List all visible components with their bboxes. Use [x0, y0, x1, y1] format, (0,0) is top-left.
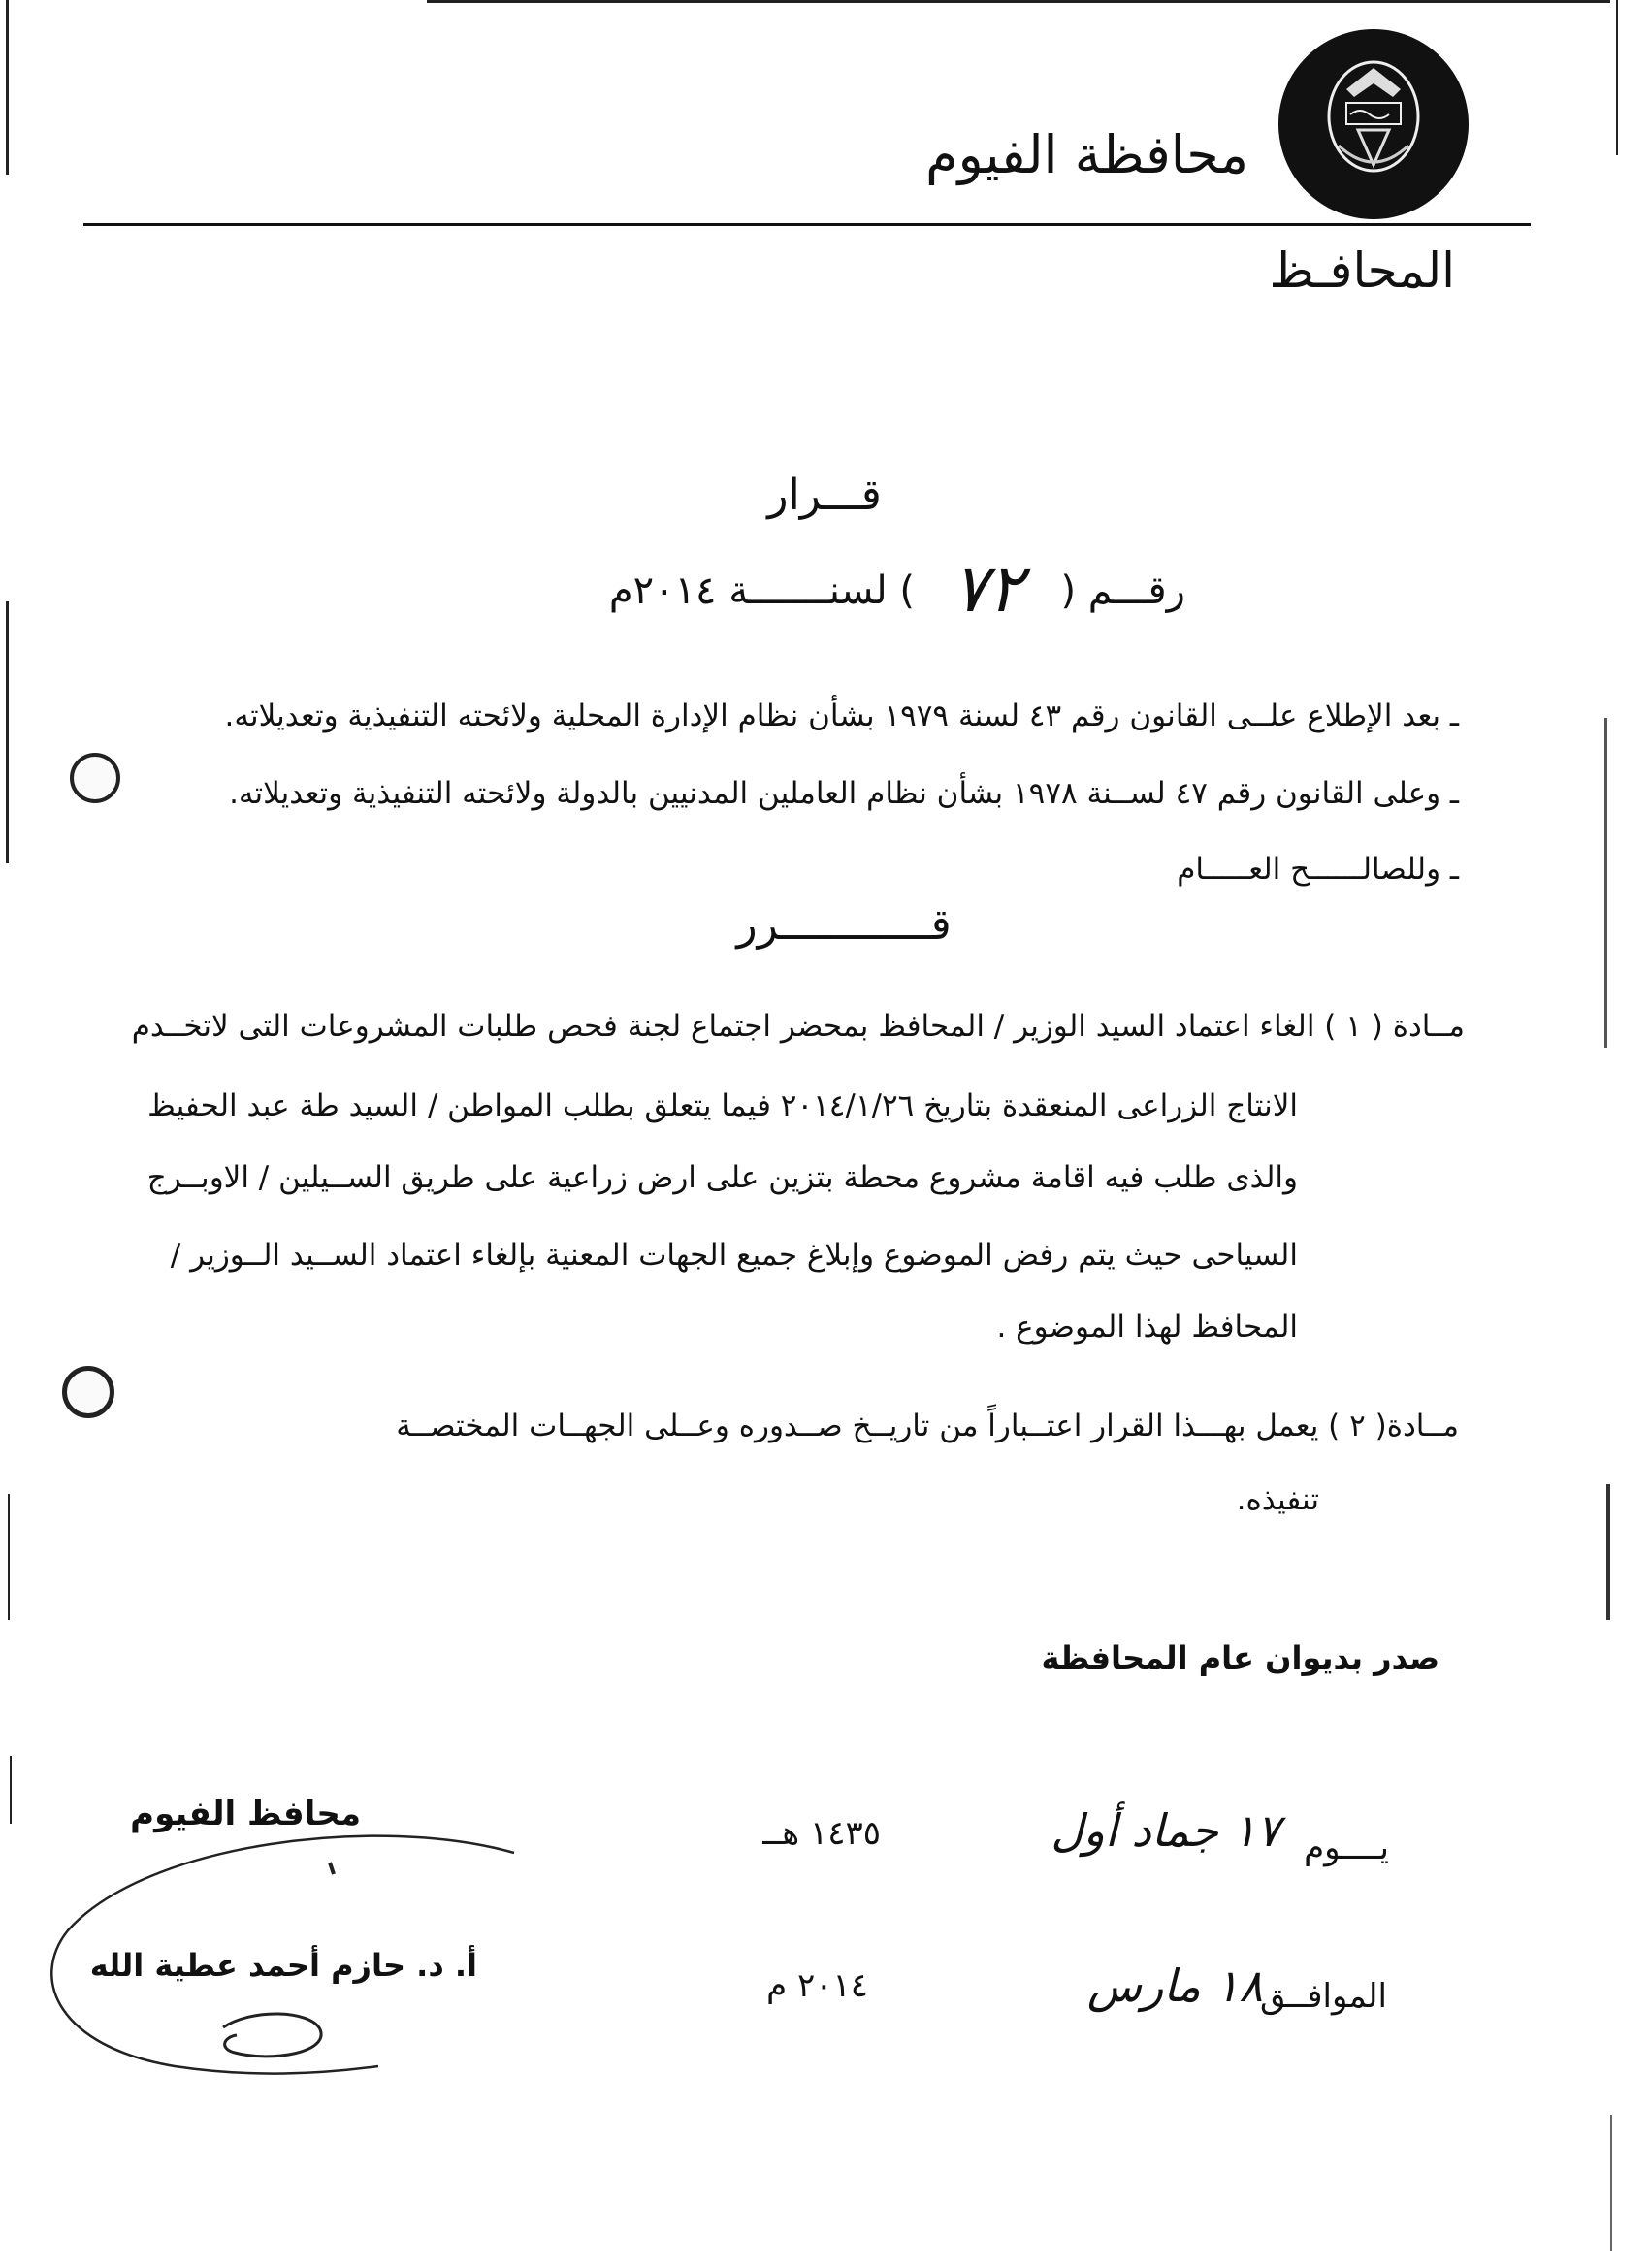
gregorian-date-handwritten: ١٨ مارس: [1086, 1960, 1263, 2012]
header-divider: [83, 223, 1531, 226]
article2-line: مــادة( ٢ ) يعمل بهـــذا القرار اعتــباراً من تاريــخ صــدوره وعــلى الجهــات المختصــة: [396, 1409, 1459, 1443]
article2-line: تنفيذه.: [1236, 1482, 1319, 1517]
article1-line: المحافظ لهذا الموضوع .: [996, 1310, 1298, 1345]
preamble-line: ـ بعد الإطلاع علــى القانون رقم ٤٣ لسنة ١٩٧٩ بشأن نظام الإدارة المحلية ولائحته التنفيذية وتعديلاته.: [224, 698, 1459, 733]
scan-edge-left-3: [8, 1494, 10, 1620]
scan-edge-right-4: [1610, 2115, 1612, 2251]
article1-line: والذى طلب فيه اقامة مشروع محطة بتزين على ارض زراعية على طريق الســيلين / الاوبــرج: [146, 1160, 1298, 1195]
office-title: المحافـظ: [1269, 243, 1455, 299]
scan-edge-left-2: [6, 601, 9, 863]
scan-edge-top: [427, 0, 1610, 3]
punch-hole-mark: [70, 753, 120, 803]
preamble-line: ـ وللصالــــــح العـــــام: [1177, 852, 1459, 887]
agree-label: الموافــق: [1259, 1977, 1387, 2016]
decision-title: قـــرار: [767, 470, 882, 520]
issued-line: صدر بديوان عام المحافظة: [1041, 1639, 1439, 1676]
scan-edge-left-4: [10, 1756, 12, 1824]
scan-edge-left: [6, 0, 9, 175]
gregorian-year: ٢٠١٤ م: [766, 1966, 868, 2005]
punch-hole-mark: [62, 1366, 114, 1418]
signatory-title: محافظ الفيوم: [130, 1795, 361, 1833]
article1-line: السياحى حيث يتم رفض الموضوع وإبلاغ جميع الجهات المعنية بإلغاء اعتماد الســيد الــوزير /: [170, 1238, 1298, 1273]
scan-edge-right-2: [1604, 718, 1607, 1048]
year-label: ) لسنـــــــة ٢٠١٤م: [608, 568, 915, 613]
decision-number-line: [609, 551, 1185, 628]
scan-edge-right: [1616, 0, 1618, 155]
emblem-seal-icon: [1278, 29, 1469, 219]
article1-line: مــادة ( ١ ) الغاء اعتماد السيد الوزير / المحافظ بمحضر اجتماع لجنة فحص طلبات المشروعات التى لاتخــدم: [131, 1009, 1465, 1044]
number-label: رقـــم (: [1060, 568, 1185, 613]
decides-heading: قــــــــــــرر: [736, 900, 952, 950]
governorate-name: محافظة الفيوم: [925, 124, 1248, 185]
signatory-name: أ. د. حازم أحمد عطية الله: [89, 1947, 477, 1984]
scan-edge-right-3: [1606, 1484, 1610, 1620]
preamble-line: ـ وعلى القانون رقم ٤٧ لســنة ١٩٧٨ بشأن نظام العاملين المدنيين بالدولة ولائحته التنفيذية وتعديلاته.: [229, 776, 1459, 811]
day-label: يــــوم: [1304, 1829, 1389, 1867]
hijri-date-handwritten: ١٧ جماد أول: [1051, 1804, 1280, 1857]
handwritten-signature: [29, 1824, 572, 2134]
hijri-year: ١٤٣٥ هــ: [762, 1814, 881, 1853]
decision-number-handwritten: ٧٢: [952, 551, 1023, 628]
governorate-emblem: [1278, 29, 1469, 219]
article1-line: الانتاج الزراعى المنعقدة بتاريخ ٢٠١٤/١/٢٦ فيما يتعلق بطلب المواطن / السيد طة عبد الحفيظ: [147, 1088, 1298, 1123]
